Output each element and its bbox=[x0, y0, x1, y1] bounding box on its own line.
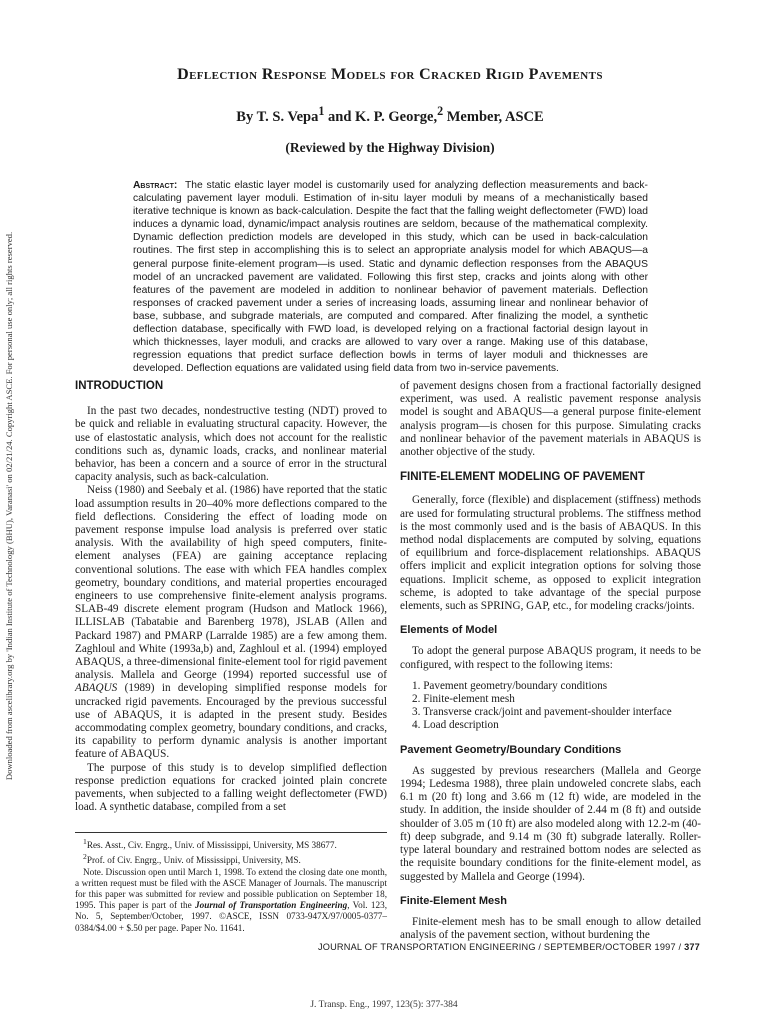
citation-line: J. Transp. Eng., 1997, 123(5): 377-384 bbox=[310, 1000, 458, 1010]
intro-paragraph-2-text-a: Neiss (1980) and Seebaly et al. (1986) have reported that the static load assumption results in 20–40% more deflections compared to the field deflections. Considering the effect of loading mode on pavement response impulse load analysis is preferred over static analysis. With the availability of high speed computers, finite-element analyses (FEA) are gaining acceptance replacing conventional solutions. The ease with which FEA handles complex geometry, boundary conditions, and material properties encouraged engineers to use comprehensive finite-element analysis programs. SLAB-49 discrete element program (Hudson and Matlock 1966), ILLISLAB (Tabatabie and Barenberg 1978), JSLAB (Allen and Packard 1987) and PMARP (Larralde 1985) are a few among them. Zaghloul and White (1993a,b) and, Zaghloul et al. (1994) employed ABAQUS, a three-dimensional finite-element tool for rigid pavement analysis. Mallela and George (1994) reported successful use of bbox=[75, 484, 387, 682]
footnote-2-mark: 2 bbox=[83, 852, 87, 862]
footnotes bbox=[75, 832, 387, 934]
fem-paragraph: Generally, force (flexible) and displacement (stiffness) methods are used for formulating structural problems. The stiffness method is the most commonly used and is the basis of ABAQUS. In this method nodal displacements are computed by solving, equations of equilibrium and force-displacement relationships. ABAQUS offers implicit and explicit integration options for solving those equations. Implicit scheme, as opposed to explicit integration scheme, is adopted to take advantage of the special purpose elements, such as SPRING, GAP, etc., for modeling cracks/joints. bbox=[400, 494, 701, 613]
right-column bbox=[400, 380, 701, 942]
footnote-2 bbox=[75, 851, 387, 866]
list-item: 1. Pavement geometry/boundary conditions bbox=[412, 679, 608, 692]
author-1-footnote-mark: 1 bbox=[318, 104, 325, 118]
section-heading-fem: FINITE-ELEMENT MODELING OF PAVEMENT bbox=[400, 471, 645, 484]
subheading-pavement-geometry: Pavement Geometry/Boundary Conditions bbox=[400, 743, 622, 756]
journal-name-italic: Journal of Transportation Engineering bbox=[195, 900, 348, 911]
intro-paragraph-2-text-b: (1989) in developing simplified response models for uncracked rigid pavements. Encouraged by the previous successful use of ABAQUS, it is adapted in the present study. Besides accommodating complex geometry, boundary conditions, and cracks, its capability to perform dynamic analysis is another important feature of ABAQUS. bbox=[75, 682, 387, 761]
footnote-1-mark: 1 bbox=[83, 837, 87, 846]
list-item: 2. Finite-element mesh bbox=[412, 693, 515, 706]
journal-footer bbox=[300, 942, 700, 952]
abstract-label: Abstract: bbox=[133, 180, 178, 191]
footnote-1-text: Res. Asst., Civ. Engrg., Univ. of Mississippi, University, MS 38677. bbox=[86, 840, 337, 851]
paper-title: Deflection Response Models for Cracked Rigid Pavements bbox=[177, 66, 603, 83]
mesh-paragraph: Finite-element mesh has to be small enough to allow detailed analysis of the pavement section, without burdening the bbox=[400, 915, 701, 942]
intro-paragraph-3: The purpose of this study is to develop simplified deflection response prediction equations for cracked jointed plain concrete pavements, when subjected to a falling weight deflectometer (FWD) load. A synthetic database, compiled from a set bbox=[75, 761, 387, 814]
author-line bbox=[60, 104, 720, 126]
discussion-note-end: , Vol. 123, No. 5, September/October, 1997. ©ASCE, ISSN 0733-947X/97/0005-0377–0384/$4.00 + $.50 per page. Paper No. 11641. bbox=[75, 900, 387, 933]
download-notice-sidebar bbox=[2, 186, 16, 826]
journal-footer-text: JOURNAL OF TRANSPORTATION ENGINEERING / SEPTEMBER/OCTOBER 1997 / bbox=[317, 942, 685, 952]
author-2: and K. P. George, bbox=[324, 108, 438, 125]
page-number: 377 bbox=[684, 942, 700, 952]
abstract bbox=[133, 179, 648, 375]
model-items-list bbox=[400, 680, 701, 733]
section-heading-introduction: INTRODUCTION bbox=[75, 380, 164, 392]
abaqus-italic: ABAQUS bbox=[75, 682, 118, 695]
geometry-paragraph: As suggested by previous researchers (Mallela and George 1994; Ledesma 1988), three plain undoweled concrete slabs, each 6.1 m (20 ft) long and 3.66 m (12 ft) wide, are modeled in the study. In addition, the inside shoulder of 2.44 m (8 ft) and outside shoulder of 3.05 m (10 ft) are also modeled along with 12.2-m (40-ft) deep subgrade, and 9.14 m (30 ft) subgrade laterally. Roller-type lateral boundary and restrained bottom nodes are selected as the requisite boundary conditions for the finite-element model, as suggested by Mallela and George (1994). bbox=[400, 764, 701, 883]
elements-paragraph: To adopt the general purpose ABAQUS program, it needs to be configured, with respect to the following items: bbox=[400, 645, 701, 671]
intro-paragraph-1: In the past two decades, nondestructive testing (NDT) proved to be quick and reliable in evaluating structural capacity. However, the use of elastostatic analysis, which does not account for the realistic conditions such as, dynamic loads, cracks, and nonlinear material behavior, has been a concern and a source of error in the structural capacity analysis, such as back-calculation. bbox=[75, 405, 387, 484]
author-1: By T. S. Vepa bbox=[236, 108, 319, 125]
author-2-footnote-mark: 2 bbox=[437, 104, 444, 118]
list-item: 3. Transverse crack/joint and pavement-shoulder interface bbox=[412, 706, 672, 719]
left-column bbox=[75, 380, 387, 815]
reviewed-by-line: (Reviewed by the Highway Division) bbox=[285, 140, 495, 155]
abstract-text: The static elastic layer model is customarily used for analyzing deflection measurements and back-calculating pavement layer moduli. Estimation of in-situ layer moduli by means of a mechanistically based iterative technique is known as back-calculation. Despite the fact that the falling weight deflectometer (FWD) load induces a dynamic load, dynamic/impact analysis routines are seldom, because of the mathematical complexity. Dynamic deflection prediction models are developed in this study, which can be used in back-calculation routines. The first step in accomplishing this is to select an appropriate analysis model for which ABAQUS—a general purpose finite-element program—is used. Static and dynamic deflection responses from the ABAQUS model of an uncracked pavement are validated. Following this first step, cracks and joints along with other features of the pavement are modeled in addition to nonlinear behavior of pavement materials. Deflection responses of cracked pavement under a series of increasing loads, assuming linear and nonlinear behavior of base, subbase, and subgrade materials, are computed and compared. After finalizing the model, a synthetic deflection database, specifically with FWD load, is developed relying on a fractional factorial design layout in which thicknesses, layer moduli, and cracks are allowed to vary over a range. Making use of this database, regression equations that predict surface deflection bowls in terms of layer moduli and thicknesses are developed. Deflection equations are validated using field data from two in-service pavements. bbox=[133, 180, 648, 375]
footnote-1 bbox=[75, 836, 387, 851]
list-item: 4. Load description bbox=[412, 719, 499, 732]
footnote-2-text: Prof. of Civ. Engrg., Univ. of Mississippi, University, MS. bbox=[86, 855, 301, 866]
discussion-note bbox=[75, 867, 387, 934]
discussion-note-text: Note. Discussion open until March 1, 1998. To extend the closing date one month, a written request must be filed with the ASCE Manager of Journals. The manuscript for this paper was submitted for review and possible publication on September 18, 1995. This paper is part of the bbox=[75, 866, 387, 911]
download-notice-text: Downloaded from ascelibrary.org by 'Indian Institute of Technology (BHU), Varanasi' on 02/21/24. Copyright ASCE. For personal use only; all rights reserved. bbox=[4, 231, 14, 781]
subheading-elements-of-model: Elements of Model bbox=[400, 624, 498, 637]
author-membership: Member, ASCE bbox=[443, 108, 544, 125]
right-col-continuation: of pavement designs chosen from a fractional factorially designed experiment, was used. A realistic pavement response analysis model is sought and ABAQUS—a general purpose finite-element analysis program—is chosen for this purpose. Simulating cracks and nonlinear behavior of the pavement materials in ABAQUS is another objective of the study. bbox=[400, 380, 701, 459]
intro-paragraph-2 bbox=[75, 484, 387, 761]
subheading-finite-element-mesh: Finite-Element Mesh bbox=[400, 894, 507, 907]
